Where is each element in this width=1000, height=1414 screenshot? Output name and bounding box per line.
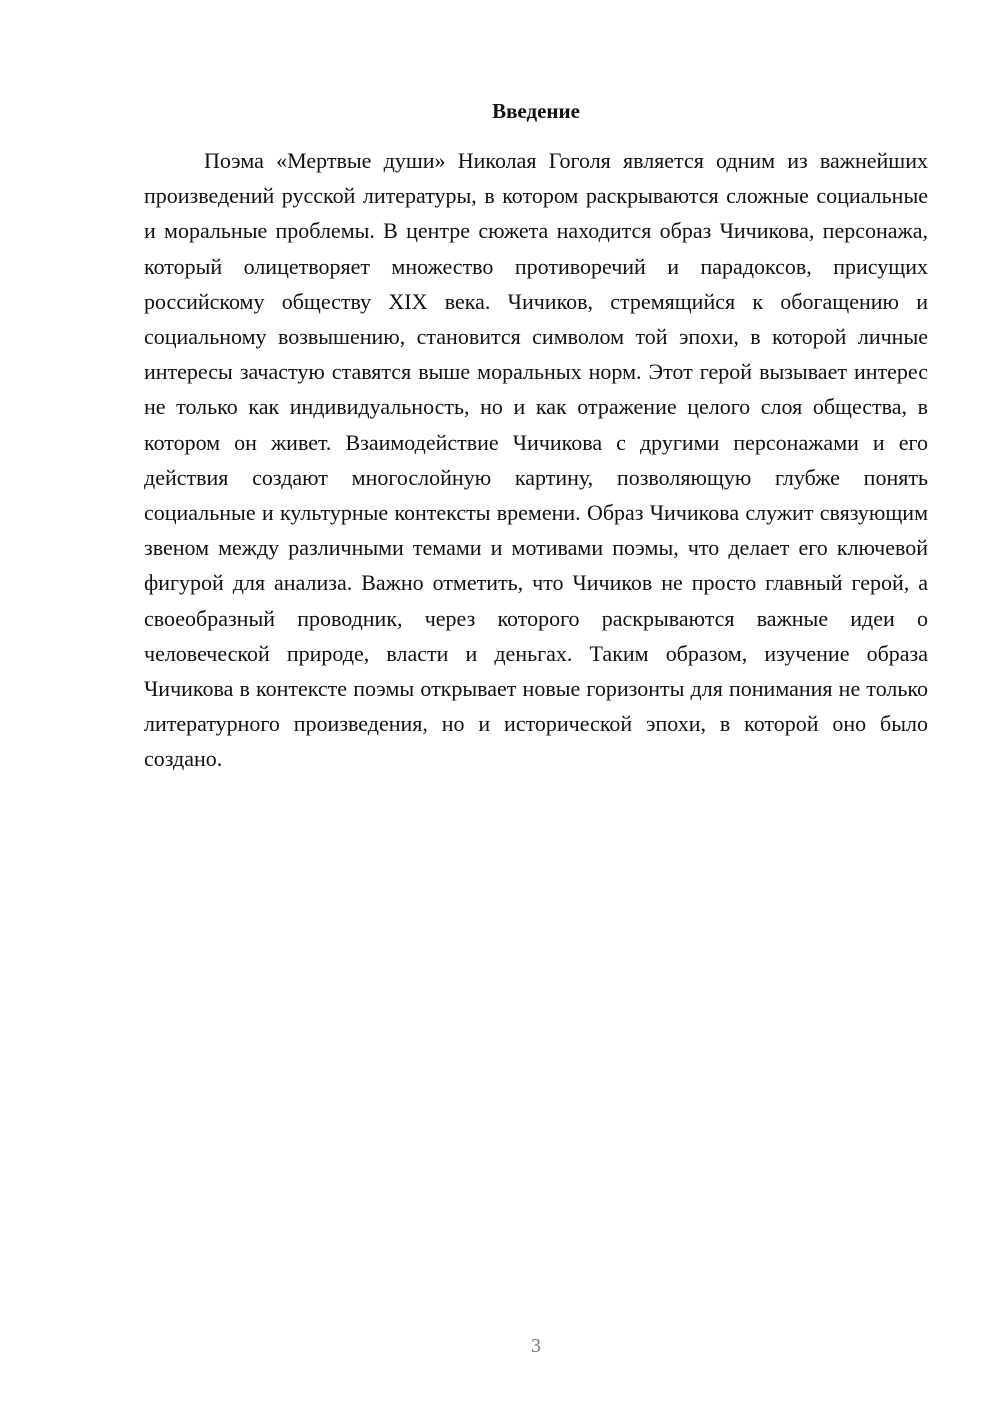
- section-heading: Введение: [492, 99, 580, 123]
- body-paragraph: Поэма «Мертвые души» Николая Гоголя является одним из важнейших произведений русской литературы, в котором раскрываются сложные социальные и моральные проблемы. В центре сюжета находится образ Чичикова, персонажа, который олицетворяет множество противоречий и парадоксов, присущих российскому обществу XIX века. Чичиков, стремящийся к обогащению и социальному возвышению, становится символом той эпохи, в которой личные интересы зачастую ставятся выше моральных норм. Этот герой вызывает интерес не только как индивидуальность, но и как отражение целого слоя общества, в котором он живет. Взаимодействие Чичикова с другими персонажами и его действия создают многослойную картину, позволяющую глубже понять социальные и культурные контексты времени. Образ Чичикова служит связующим звеном между различными темами и мотивами поэмы, что делает его ключевой фигурой для анализа. Важно отметить, что Чичиков не просто главный герой, а своеобразный проводник, через которого раскрываются важные идеи о человеческой природе, власти и деньгах. Таким образом, изучение образа Чичикова в контексте поэмы открывает новые горизонты для понимания не только литературного произведения, но и исторической эпохи, в которой оно было создано.: [144, 148, 928, 772]
- page-number: 3: [531, 1335, 541, 1357]
